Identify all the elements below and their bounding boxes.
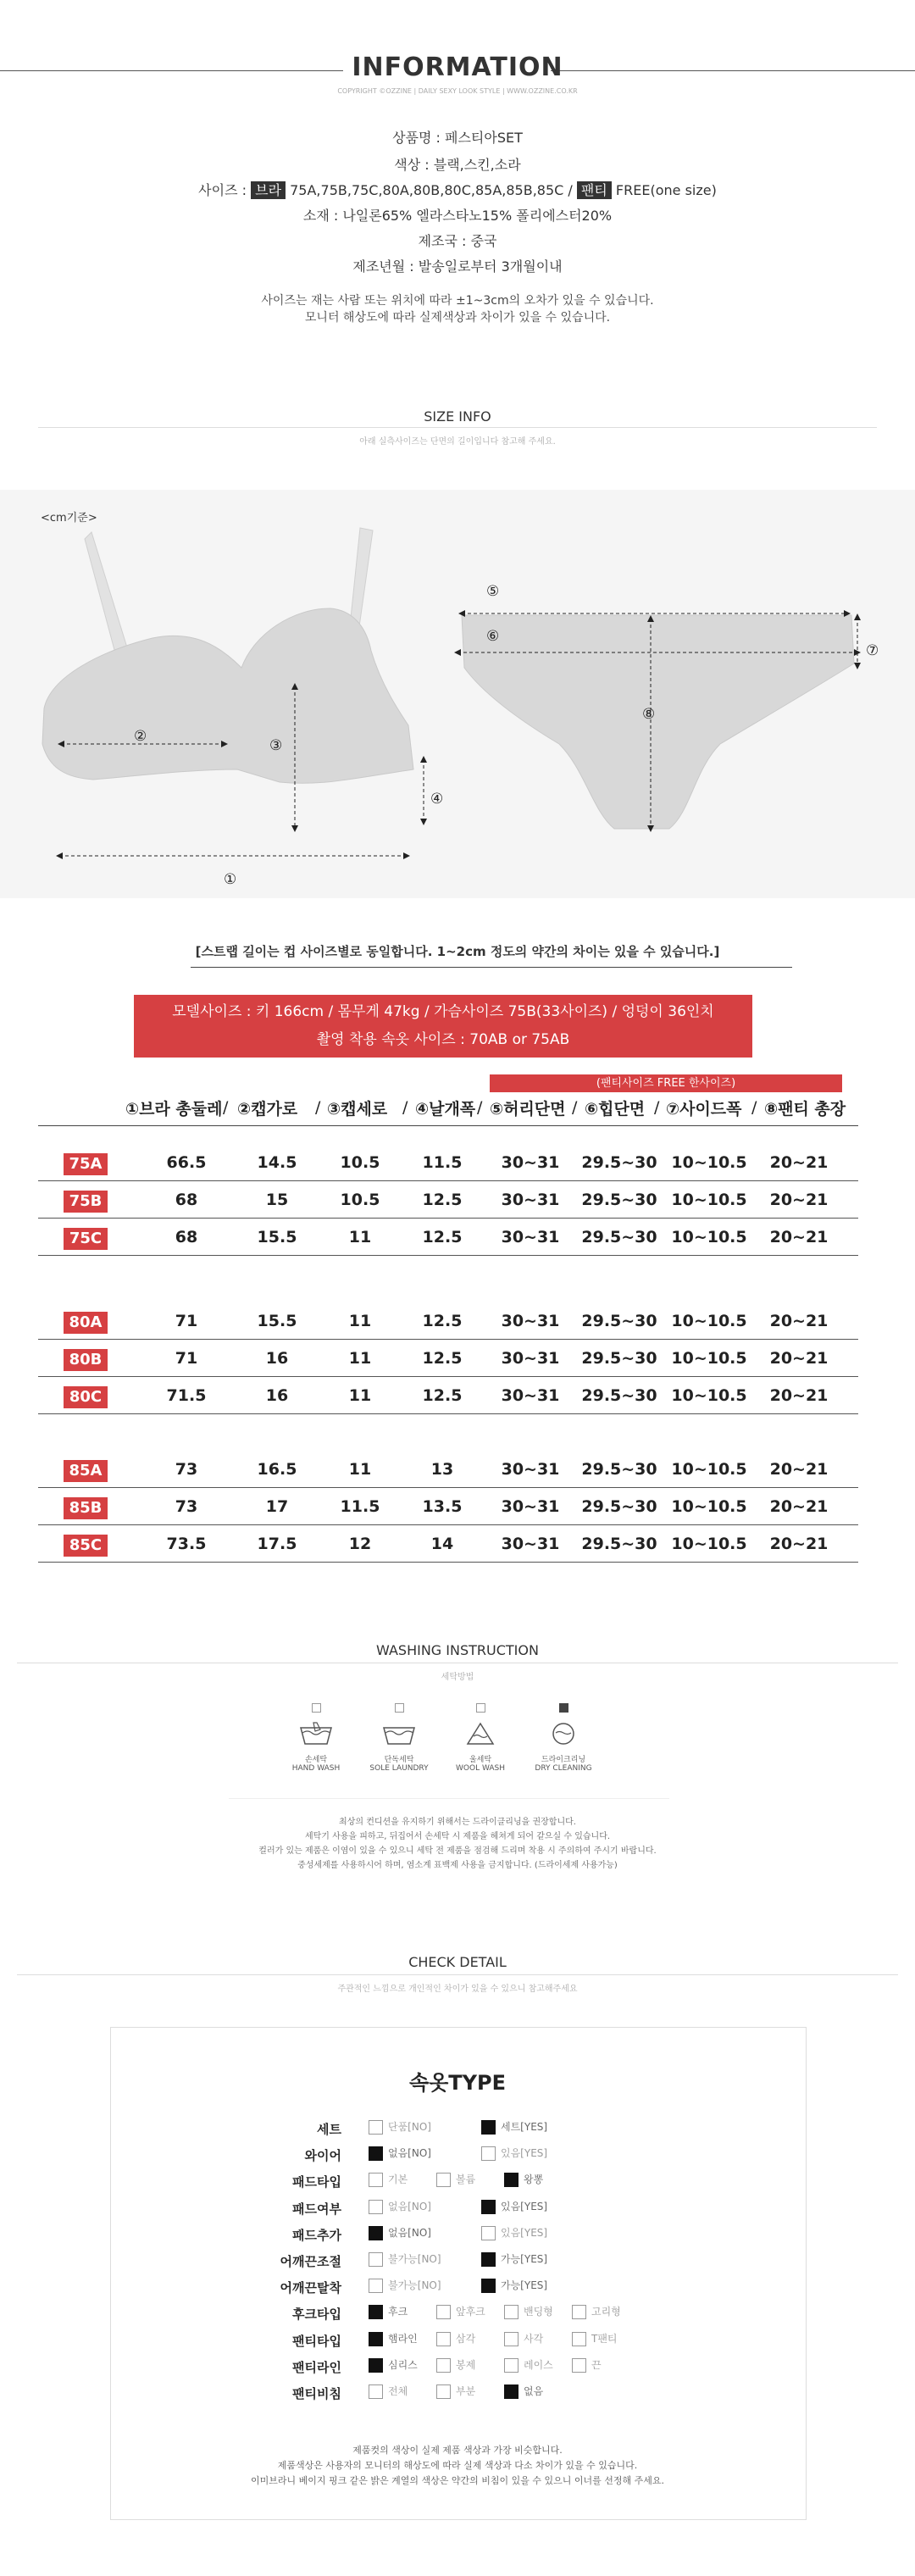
table-cell: 10~10.5 [671,1460,747,1479]
wash-label-en: DRY CLEANING [535,1764,592,1773]
table-cell: 10~10.5 [671,1153,747,1172]
table-cell: 29.5~30 [581,1191,657,1209]
table-cell: 29.5~30 [581,1535,657,1553]
wash-check-wool [476,1703,485,1713]
header-sep: / [477,1098,483,1117]
unit-label: <cm기준> [41,512,97,525]
table-cell: 10~10.5 [671,1228,747,1246]
check-option-label: 햄라인 [388,2333,418,2345]
table-cell: 29.5~30 [581,1497,657,1516]
table-cell: 20~21 [769,1497,829,1516]
size-badge: 80C [64,1386,108,1408]
unchecked-box-icon [481,2146,496,2161]
unchecked-box-icon [369,2384,383,2399]
unchecked-box-icon [369,2252,383,2267]
table-cell: 20~21 [769,1153,829,1172]
wash-check-hand [312,1703,321,1713]
table-cell: 10.5 [340,1153,380,1172]
wash-label-ko: 손세탁 [304,1756,328,1764]
unchecked-box-icon [572,2358,586,2373]
marker-6: ⑥ [486,628,500,645]
table-cell: 11 [348,1312,372,1330]
marker-3: ③ [269,737,283,754]
table-cell: 29.5~30 [581,1228,657,1246]
table-row [38,1184,858,1219]
table-header-line [38,1125,858,1126]
table-cell: 73 [175,1460,198,1479]
header-cup-height: ③캡세로 [327,1100,388,1119]
check-row-label: 세트 [317,2122,341,2137]
header-sep: / [402,1098,408,1117]
check-option-label: 없음 [524,2385,544,2397]
table-cell: 10~10.5 [671,1497,747,1516]
check-option [369,2172,408,2187]
product-made-date: 제조년월 : 발송일로부터 3개월이내 [352,258,563,275]
unchecked-box-icon [504,2305,518,2319]
table-cell: 13.5 [422,1497,463,1516]
table-cell: 29.5~30 [581,1386,657,1405]
check-option [369,2119,431,2135]
checked-box-icon [504,2384,518,2399]
size-badge: 80B [64,1349,108,1371]
table-cell: 73 [175,1497,198,1516]
underwear-type-title: 속옷TYPE [408,2071,507,2095]
table-row [38,1305,858,1340]
marker-4: ④ [430,791,444,808]
checked-box-icon [481,2252,496,2267]
header-panty-length: ⑧팬티 총장 [764,1100,846,1119]
check-row-label: 팬티비침 [292,2386,341,2401]
unchecked-box-icon [436,2384,451,2399]
model-size-line2: 촬영 착용 속옷 사이즈 : 70AB or 75AB [316,1031,570,1048]
product-origin: 제조국 : 중국 [418,233,497,249]
check-option-label: 볼륨 [456,2174,476,2185]
strap-notice: [스트랩 길이는 컵 사이즈별로 동일합니다. 1~2cm 정도의 약간의 차이는 있을 수 있습니다.] [195,944,720,959]
size-info-divider [38,427,877,428]
table-cell: 11 [348,1228,372,1246]
check-option-label: 가능[YES] [501,2253,548,2265]
header-sep: / [315,1098,321,1117]
unchecked-box-icon [436,2358,451,2373]
washing-title: WASHING INSTRUCTION [376,1642,539,1658]
check-option [369,2146,431,2161]
check-option [504,2331,543,2346]
product-color: 색상 : 블랙,스킨,소라 [394,157,521,173]
wash-label-ko: 단독세탁 [384,1756,414,1764]
table-cell: 17 [265,1497,289,1516]
table-cell: 16 [265,1349,289,1368]
checked-box-icon [369,2226,383,2240]
sole-laundry-icon [381,1721,417,1746]
checked-box-icon [369,2305,383,2319]
size-badge: 75A [64,1153,108,1175]
table-cell: 29.5~30 [581,1153,657,1172]
table-cell: 11.5 [340,1497,380,1516]
check-option-label: 사각 [524,2333,544,2345]
unchecked-box-icon [369,2120,383,2135]
check-option [481,2225,547,2240]
table-cell: 11.5 [422,1153,463,1172]
check-option-label: 후크 [388,2306,408,2318]
table-cell: 12.5 [422,1312,463,1330]
color-note: 모니터 해상도에 따라 실제색상과 차이가 있을 수 있습니다. [304,311,611,325]
unchecked-box-icon [504,2358,518,2373]
check-option [481,2119,547,2135]
check-option-label: 고리형 [591,2306,621,2318]
checked-box-icon [481,2200,496,2214]
table-cell: 10~10.5 [671,1312,747,1330]
check-option [481,2278,547,2293]
wash-label-ko: 울세탁 [469,1756,492,1764]
check-row-label: 어깨끈조절 [280,2254,341,2269]
table-cell: 29.5~30 [581,1460,657,1479]
wash-check-dry [559,1703,568,1713]
check-option-label: 불가능[NO] [388,2253,441,2265]
panty-tag: 팬티 [577,181,612,199]
unchecked-box-icon [504,2332,518,2346]
header-wing: ④날개폭 [415,1100,476,1119]
table-cell: 15 [265,1191,289,1209]
check-option [369,2331,418,2346]
table-cell: 71.5 [166,1386,207,1405]
check-option [369,2278,441,2293]
table-cell: 20~21 [769,1228,829,1246]
size-badge: 85A [64,1460,108,1482]
check-row-label: 와이어 [304,2148,341,2163]
checked-box-icon [369,2332,383,2346]
washing-subtitle: 세탁방법 [441,1673,474,1682]
check-row-label: 팬티라인 [292,2360,341,2375]
table-cell: 12 [348,1535,372,1553]
size-slash: / [568,182,573,198]
check-option-label: 봉제 [456,2359,476,2371]
check-row-label: 후크타입 [292,2307,341,2322]
table-cell: 15.5 [257,1228,297,1246]
size-badge: 75B [64,1191,108,1213]
unchecked-box-icon [436,2305,451,2319]
check-row-label: 패드타입 [292,2174,341,2190]
table-cell: 10~10.5 [671,1535,747,1553]
check-option [436,2331,475,2346]
unchecked-box-icon [369,2173,383,2187]
size-error-note: 사이즈는 재는 사람 또는 위치에 따라 ±1~3cm의 오차가 있을 수 있습니다. [261,294,654,308]
table-cell: 11 [348,1349,372,1368]
table-cell: 71 [175,1312,198,1330]
check-option [369,2384,408,2399]
table-cell: 12.5 [422,1228,463,1246]
information-title: INFORMATION [352,53,563,82]
wash-item-sole [352,1703,446,1773]
dry-cleaning-icon [546,1721,581,1746]
check-note-1: 제품컷의 색상이 실제 제품 색상과 가장 비슷합니다. [352,2445,563,2456]
table-cell: 68 [175,1228,198,1246]
panty-size: FREE(one size) [615,182,717,198]
check-option-label: 세트[YES] [501,2121,548,2133]
check-option [481,2251,547,2267]
check-option [504,2384,543,2399]
check-option [369,2199,431,2214]
header-side: ⑦사이드폭 [666,1100,742,1119]
table-cell: 30~31 [501,1497,560,1516]
table-cell: 16.5 [257,1460,297,1479]
table-cell: 30~31 [501,1349,560,1368]
wool-wash-icon [463,1721,498,1746]
checked-box-icon [369,2358,383,2373]
header-sep: / [572,1098,578,1117]
table-cell: 10~10.5 [671,1386,747,1405]
check-option [436,2384,475,2399]
check-option-label: 불가능[NO] [388,2279,441,2291]
check-option-label: 없음[NO] [388,2227,431,2239]
unchecked-box-icon [572,2305,586,2319]
header-sep: / [654,1098,660,1117]
size-badge: 80A [64,1312,108,1334]
table-cell: 10~10.5 [671,1191,747,1209]
table-cell: 30~31 [501,1153,560,1172]
table-cell: 73.5 [166,1535,207,1553]
table-cell: 14.5 [257,1153,297,1172]
unchecked-box-icon [436,2332,451,2346]
wash-item-dry [517,1703,610,1773]
product-material: 소재 : 나일론65% 엘라스타노15% 폴리에스터20% [302,208,613,224]
check-option [481,2199,547,2214]
check-note-3: 이미브라니 베이지 핑크 같은 밝은 계열의 색상은 약간의 비침이 있을 수 있으니 이너를 선정해 주세요. [250,2475,665,2486]
check-row-label: 팬티타입 [292,2334,341,2349]
check-row-label: 패드추가 [292,2228,341,2243]
table-cell: 68 [175,1191,198,1209]
check-option [481,2146,547,2161]
table-cell: 12.5 [422,1386,463,1405]
marker-7: ⑦ [866,642,879,659]
check-option [436,2172,475,2187]
header-cup-width: ②캡가로 [237,1100,298,1119]
marker-1: ① [224,871,237,888]
check-option-label: 없음[NO] [388,2201,431,2212]
table-cell: 29.5~30 [581,1349,657,1368]
check-option-label: 레이스 [524,2359,553,2371]
table-row [38,1453,858,1488]
table-cell: 13 [430,1460,454,1479]
copyright-text: COPYRIGHT ©OZZINE | DAILY SEXY LOOK STYLE | WWW.OZZINE.CO.KR [337,87,578,95]
wash-item-hand [269,1703,363,1773]
table-cell: 20~21 [769,1349,829,1368]
washing-note-1: 최상의 컨디션을 유지하기 위해서는 드라이클리닝을 권장합니다. [339,1818,576,1827]
unchecked-box-icon [436,2173,451,2187]
check-row-label: 어깨끈탈착 [280,2280,341,2296]
washing-note-4: 중성세제를 사용하시어 하며, 염소계 표백제 사용을 금지합니다. (드라이세제 사용가능) [297,1861,618,1870]
size-badge: 85C [64,1535,108,1557]
size-badge: 85B [64,1497,108,1519]
notice-underline [191,967,792,968]
check-option [369,2225,431,2240]
table-cell: 30~31 [501,1191,560,1209]
table-cell: 16 [265,1386,289,1405]
check-detail-divider [17,1974,898,1975]
table-cell: 29.5~30 [581,1312,657,1330]
table-cell: 30~31 [501,1386,560,1405]
checked-box-icon [369,2146,383,2161]
checked-box-icon [481,2279,496,2293]
size-badge: 75C [64,1228,108,1250]
wash-check-sole [395,1703,404,1713]
check-option-label: 기본 [388,2174,408,2185]
unchecked-box-icon [369,2200,383,2214]
check-option [369,2357,418,2373]
wash-label-en: HAND WASH [291,1764,341,1773]
table-cell: 20~21 [769,1460,829,1479]
check-option-label: 있음[YES] [501,2227,548,2239]
table-cell: 20~21 [769,1535,829,1553]
check-option-label: 밴딩형 [524,2306,553,2318]
table-row [38,1221,858,1256]
size-diagram-svg [0,490,915,898]
check-option [572,2331,618,2346]
wash-label-ko: 드라이크리닝 [541,1756,586,1764]
table-row [38,1342,858,1377]
table-cell: 12.5 [422,1191,463,1209]
marker-5: ⑤ [486,583,500,600]
bra-illustration [42,528,413,783]
model-size-box [134,995,752,1058]
size-diagram [0,490,915,898]
header-bra-total: ①브라 총둘레 [125,1100,223,1119]
product-name: 상품명 : 페스티아SET [392,130,523,146]
table-cell: 30~31 [501,1460,560,1479]
table-cell: 14 [430,1535,454,1553]
table-cell: 20~21 [769,1312,829,1330]
checked-box-icon [481,2120,496,2135]
table-cell: 17.5 [257,1535,297,1553]
table-cell: 30~31 [501,1535,560,1553]
washing-note-2: 세탁기 사용을 피하고, 뒤집어서 손세탁 시 제품을 헤쳐게 되어 같으실 수 있습니다. [304,1832,611,1841]
unchecked-box-icon [481,2226,496,2240]
table-cell: 30~31 [501,1228,560,1246]
check-note-2: 제품색상은 사용자의 모니터의 해상도에 따라 실제 색상과 다소 차이가 있을 수 있습니다. [277,2460,638,2471]
check-option-label: 부분 [456,2385,476,2397]
check-option-label: 가능[YES] [501,2279,548,2291]
unchecked-box-icon [572,2332,586,2346]
model-size-line1: 모델사이즈 : 키 166cm / 몸무게 47kg / 가슴사이즈 75B(33사이즈) / 엉덩이 36인치 [172,1003,714,1020]
washing-note-3: 컬러가 있는 제품은 이염이 있을 수 있으니 세탁 전 제품을 점검해 드리며 착용 시 주의하여 주시기 바랍니다. [258,1846,657,1856]
check-row-label: 패드여부 [292,2201,341,2217]
washing-note-divider [229,1798,669,1799]
table-row [38,1380,858,1414]
size-info-subtitle: 아래 실측사이즈는 단면의 길이입니다 참고해 주세요. [359,437,556,447]
table-cell: 10~10.5 [671,1349,747,1368]
check-option-label: 삼각 [456,2333,476,2345]
check-option [436,2357,475,2373]
checked-box-icon [504,2173,518,2187]
wash-label-en: WOOL WASH [456,1764,505,1773]
panty-illustration [462,615,854,829]
table-cell: 15.5 [257,1312,297,1330]
table-cell: 11 [348,1386,372,1405]
bra-sizes: 75A,75B,75C,80A,80B,80C,85A,85B,85C [290,182,564,198]
bra-tag: 브라 [251,181,286,199]
table-row [38,1491,858,1525]
wash-item-wool [434,1703,527,1773]
check-option-label: T팬티 [591,2333,618,2345]
unchecked-box-icon [369,2279,383,2293]
table-cell: 10.5 [340,1191,380,1209]
header-sep: / [223,1098,229,1117]
table-cell: 71 [175,1349,198,1368]
marker-2: ② [134,728,147,745]
size-prefix: 사이즈 : [198,182,247,198]
product-size [0,180,915,199]
check-option [504,2172,543,2187]
check-option-label: 전체 [388,2385,408,2397]
marker-8: ⑧ [642,706,656,723]
panty-free-badge: (팬티사이즈 FREE 한사이즈) [490,1074,842,1092]
check-option [504,2304,553,2319]
check-option-label: 끈 [591,2359,602,2371]
check-option-label: 있음[YES] [501,2147,548,2159]
header-waist: ⑤허리단면 [490,1100,566,1119]
table-cell: 11 [348,1460,372,1479]
size-info-title: SIZE INFO [424,408,491,425]
table-cell: 66.5 [166,1153,207,1172]
check-option [572,2357,602,2373]
header-sep: / [751,1098,757,1117]
table-row [38,1528,858,1563]
hand-wash-icon [298,1721,334,1746]
wash-label-en: SOLE LAUNDRY [369,1764,429,1773]
check-option-label: 심리스 [388,2359,418,2371]
check-option-label: 왕뽕 [524,2174,544,2185]
check-option-label: 있음[YES] [501,2201,548,2212]
table-row [38,1146,858,1181]
check-option-label: 앞후크 [456,2306,485,2318]
check-option [572,2304,621,2319]
check-detail-title: CHECK DETAIL [408,1954,507,1970]
check-option [436,2304,485,2319]
check-option [369,2251,441,2267]
check-option-label: 없음[NO] [388,2147,431,2159]
check-option [369,2304,408,2319]
check-option-label: 단품[NO] [388,2121,431,2133]
check-detail-subtitle: 주관적인 느낌으로 개인적인 차이가 있을 수 있으니 참고해주세요 [337,1985,578,1994]
table-cell: 20~21 [769,1386,829,1405]
header-hip: ⑥힙단면 [585,1100,646,1119]
table-cell: 12.5 [422,1349,463,1368]
table-cell: 20~21 [769,1191,829,1209]
table-cell: 30~31 [501,1312,560,1330]
check-option [504,2357,553,2373]
